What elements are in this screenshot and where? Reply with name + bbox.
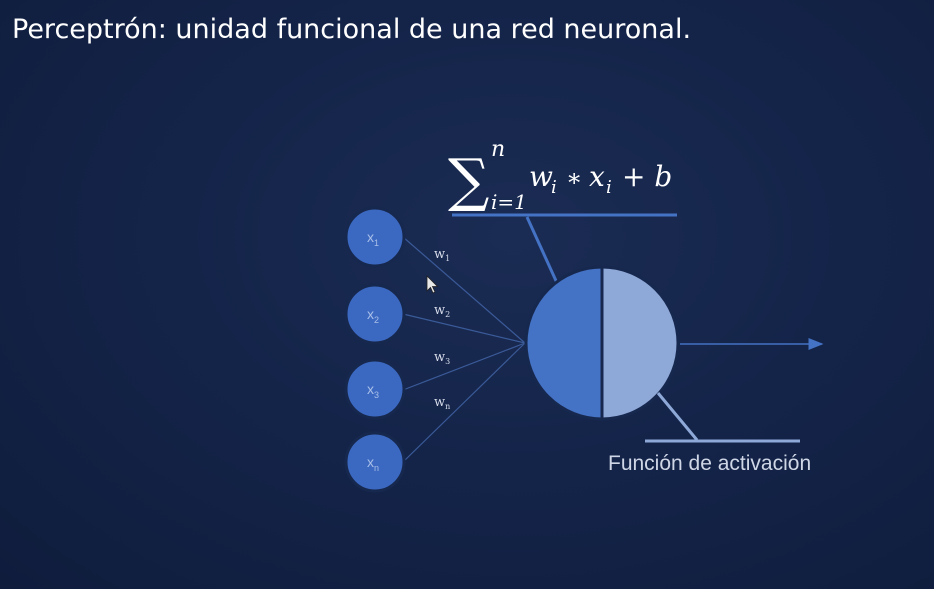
lower-limit: i=1 [491,190,527,214]
input-node-3 [346,360,404,418]
weight-label-2: $w_2$ [434,303,451,319]
sum-formula [448,137,672,214]
formula-w-sub: i [551,177,557,198]
input-label-n: $x_n$ [367,454,380,473]
formula-connector [527,217,557,283]
upper-limit: n [491,137,506,162]
activation-label: Función de activación [608,452,812,475]
connection-line-2 [403,314,525,343]
connection-line-n [403,343,525,462]
formula-operator: ∗ [566,164,583,192]
input-nodes [346,208,404,491]
weight-label-3: $w_3$ [434,350,451,366]
neuron-activation-half [602,267,678,419]
connection-line-1 [403,237,525,343]
input-node-n [346,433,404,491]
formula-x-sub: i [606,177,612,198]
input-label-2: $x_2$ [367,306,380,325]
connection-lines [403,237,525,462]
formula-plus-b: + b [622,160,673,193]
activation-connector [658,393,697,440]
weight-label-n: $w_n$ [434,395,451,411]
weight-label-1: $w_1$ [434,247,451,263]
sigma-symbol: ∑ [448,146,490,214]
connection-line-3 [403,343,525,390]
input-label-1: $x_1$ [367,229,380,248]
neuron [526,267,678,419]
input-node-1 [346,208,404,266]
slide-title: Perceptrón: unidad funcional de una red neuronal. [12,14,692,45]
formula-w: w [529,160,553,193]
neuron-sum-half [526,267,602,419]
input-node-2 [346,285,404,343]
formula-x: x [589,160,605,193]
input-label-3: $x_3$ [367,381,380,400]
mouse-cursor-icon [427,276,438,293]
